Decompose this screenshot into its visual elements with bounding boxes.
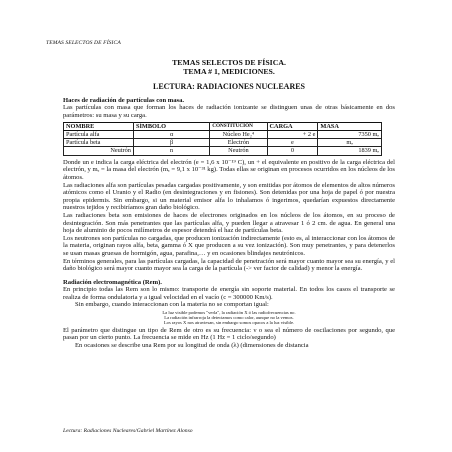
table-cell: n xyxy=(133,147,209,155)
quote-line: La radiación infrarroja la detectamos como calor, aunque no la vemos. xyxy=(164,315,294,321)
document-subtitle: TEMA # 1, MEDICIONES. xyxy=(183,67,275,77)
col-header-constitucion: CONSTITUCIÓN xyxy=(210,122,267,130)
paragraph: Donde un e indica la carga eléctrica del electrón (e = 1,6 x 10⁻¹⁹ C), un + el equivalente en positivo de la carga eléctrica del electrón, y mₑ = la masa del electrón (mₑ = 9,1 x 10⁻³¹ kg). Todas ellas se originan en procesos ocurridos en los núcleos de los átomos. xyxy=(63,158,395,181)
table-cell: Neutrón xyxy=(210,147,267,155)
paragraph: Las radiaciones beta son emisiones de haces de electrones originados en los núcleos de los átomos, en su proceso de desintegración. Son más penetrantes que las partículas alfa, y pueden llegar a atravesar 1 ó 2 cm. de agua. En general una hoja de aluminio de pocos milímetros de espesor detendrá el haz de partículas beta. xyxy=(63,211,395,235)
paragraph: En ocasiones se describe una Rem por su longitud de onda (λ) (dimensiones de distancia xyxy=(75,341,309,349)
paragraph: Los neutrones son partículas no cargadas, que producen ionización indirectamente (esto es, al interaccionar con los átomos de la materia, originan rayos alfa, beta, gamma ó X que producen a su vez ionización). Son muy penetrantes, y para detenerlos se usan masas gruesas de hormigón, agua, parafina,… y en ocasiones blindajes neutrónicos. xyxy=(63,234,395,257)
quote-block xyxy=(63,310,395,326)
section-heading-rem: Radiación electromagnética (Rem). xyxy=(63,278,162,286)
paragraph: Sin embargo, cuando interaccionan con la materia no se comportan igual: xyxy=(75,301,269,309)
table-cell: Electrón xyxy=(210,139,267,147)
table-cell: 0 xyxy=(267,147,318,155)
paragraph: En principio todas las Rem son lo mismo: transporte de energía sin soporte material. En todos los casos el transporte se realiza de forma ondulatoria y a igual velocidad en el vacío (c = 300000 Km/s). xyxy=(63,286,395,301)
col-header-nombre: NOMBRE xyxy=(64,122,134,130)
table-cell: Partícula beta xyxy=(64,139,134,147)
paragraph: En términos generales, para las partículas cargadas, la capacidad de penetración será mayor cuanto mayor sea su energía, y el daño biológico será mayor cuanto mayor sea la carga de la partícula (-> ver factor de calidad) y menor la energía. xyxy=(63,257,395,273)
section-heading-particles: Haces de radiación de partículas con masa. xyxy=(63,96,185,104)
quote-line: La luz visible podemos "verla", la radiación X ó las radiofrecuencias no. xyxy=(162,310,296,316)
table-cell: 1839 mₑ xyxy=(318,147,382,155)
particle-table xyxy=(63,122,382,156)
table-row xyxy=(64,139,382,147)
table-cell: Neutrón xyxy=(64,147,134,155)
col-header-masa: MASA xyxy=(318,122,382,130)
document-title: TEMAS SELECTOS DE FÍSICA. xyxy=(172,58,286,67)
paragraph: Las radiaciones alfa son partículas pesadas cargadas positivamente, y son emitidas por átomos de elementos de altos números atómicos como el Uranio y el Radio (en desintegraciones y en fisiones). Son detenidas por una hoja de papel ó por nuestra propia epidermis. Sin embargo, si un material emisor alfa lo inhalamos ó ingerimos, quedarían expuestos directamente nuestros tejidos y recibiríamos gran daño biológico. xyxy=(63,181,395,212)
table-cell: e xyxy=(267,139,318,147)
table-header-row xyxy=(64,122,382,130)
table-cell: + 2 e xyxy=(267,130,318,138)
section-intro: Las partículas con masa que forman los haces de radiación ionizante se distinguen unas de otras básicamente en dos parámetros: su masa y su carga. xyxy=(63,104,395,119)
table-cell: Núcleo He₂⁴ xyxy=(210,130,267,138)
table-cell: 7350 mₑ xyxy=(318,130,382,138)
table-cell: α xyxy=(133,130,209,138)
table-row xyxy=(64,130,382,138)
document-content xyxy=(63,58,395,349)
table-cell: mₑ xyxy=(318,139,382,147)
col-header-carga: CARGA xyxy=(267,122,318,130)
running-header: TEMAS SELECTOS DE FÍSICA xyxy=(46,40,121,46)
paragraph: El parámetro que distingue un tipo de Rem de otro es su frecuencia: ν o sea el número de oscilaciones por segundo, que pasan por un cierto punto. La frecuencia se mide en Hz (1 Hz = 1 ciclo/segundo) xyxy=(63,326,395,342)
quote-line: Los rayos X nos atraviesan, sin embargo somos opacos a la luz visible. xyxy=(163,320,295,326)
col-header-simbolo: SÍMBOLO xyxy=(133,122,209,130)
table-row xyxy=(64,147,382,155)
table-cell: β xyxy=(133,139,209,147)
reading-title: LECTURA: RADIACIONES NUCLEARES xyxy=(152,81,306,91)
running-footer: Lectura: Radiaciones Nucleares/Gabriel Martínez Alonso xyxy=(63,428,193,434)
table-cell: Partícula alfa xyxy=(64,130,134,138)
